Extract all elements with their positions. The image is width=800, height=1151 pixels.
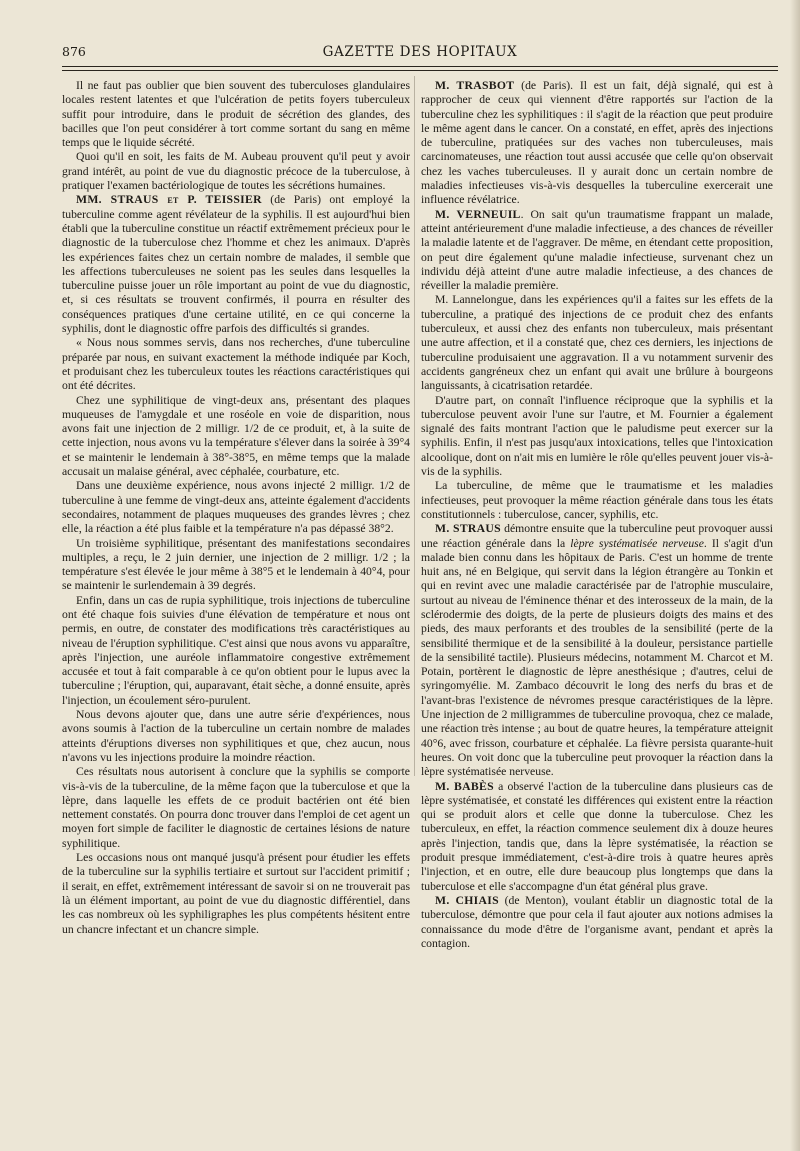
paragraph: Les occasions nous ont manqué jusqu'à présent pour étudier les effets de la tuberculine sur la syphilis tertiaire et surtout sur l'accident primitif ; il serait, en effet, extrêmement intéressant de savoir si on ne trouverait pas là un élément important, au point de vue du diagnostic différentiel, dans les cas nombreux où les syphiligraphes les plus compétents hésitent entre un chancre infectant et un chancre simple.: [62, 851, 410, 936]
column-divider: [414, 76, 415, 776]
paragraph: La tuberculine, de même que le traumatisme et les maladies infectieuses, peut provoquer la même réaction générale dans tous les états constitutionnels : tuberculose, cancer, syphilis, etc.: [421, 479, 773, 521]
speaker-name: MM. STRAUS et P. TEISSIER: [76, 193, 262, 207]
italic-term: lèpre systématisée nerveuse: [570, 536, 704, 550]
paragraph: « Nous nous sommes servis, dans nos recherches, d'une tuberculine préparée par nous, en suivant exactement la méthode indiquée par Koch, et produisant chez les tuberculeux toutes les réactions caractéristiques qui ont été décrites.: [62, 336, 410, 393]
journal-title: GAZETTE DES HOPITAUX: [322, 44, 518, 60]
speaker-name: M. STRAUS: [435, 522, 501, 536]
paragraph: M. BABÈS a observé l'action de la tuberculine dans plusieurs cas de lèpre systématisée, et constaté les différences qui existent entre la réaction qui se produit alors et celle que donne la tuberculose. Chez les tuberculeux, en effet, la réaction commence seulement dix à douze heures après l'injection, tandis que, dans la lèpre systématisée, la réaction se produit presque immédiatement, c'est-à-dire trois à quatre heures après l'injection, et en outre, elle dure beaucoup plus longtemps que dans la tuberculose et elle s'accompagne d'un état général plus grave.: [421, 779, 773, 893]
paragraph: Nous devons ajouter que, dans une autre série d'expériences, nous avons soumis à l'action de la tuberculine un certain nombre de malades atteints d'éruptions diverses non syphilitiques et que, chez aucun, nous n'avons vu les injections produire la moindre réaction.: [62, 708, 410, 764]
paragraph: Dans une deuxième expérience, nous avons injecté 2 milligr. 1/2 de tuberculine à une femme de vingt-deux ans, atteinte également d'accidents secondaires, notamment de plaques muqueuses des grandes lèvres ; chez elle, la réaction a été plus faible et la température n'a pas dépassé 38°2.: [62, 479, 410, 536]
header-rule-thin: [62, 70, 778, 71]
speaker-name: M. VERNEUIL: [435, 207, 521, 221]
paragraph: Quoi qu'il en soit, les faits de M. Aubeau prouvent qu'il peut y avoir grand intérêt, au point de vue du diagnostic précoce de la tuberculose, à pratiquer l'examen bactériologique de toutes les sécrétions humaines.: [62, 150, 410, 193]
page-number: 876: [62, 44, 86, 59]
paragraph: M. CHIAIS (de Menton), voulant établir un diagnostic total de la tuberculose, démontre que pour cela il faut ajouter aux notions admises la connaissance du mode d'être de l'organisme avant, pendant et après la contagion.: [421, 893, 773, 950]
paragraph: MM. STRAUS et P. TEISSIER (de Paris) ont employé la tuberculine comme agent révélateur de la syphilis. Il est aujourd'hui bien établi que la tuberculine constitue un réactif extrêmement précieux pour le diagnostic de la tuberculose chez l'homme et chez les animaux. D'après les expériences faites chez un certain nombre de malades, il semble que les affections tuberculeuses ne soient pas les seules dans lesquelles la tuberculine puisse jouer un rôle important au point de vue du diagnostic, et, si ces résultats se trouvent confirmés, il pourra en résulter des conséquences pratiques d'une certaine utilité, en ce qui concerne la syphilis, dont le diagnostic offre parfois des difficultés si grandes.: [62, 193, 410, 336]
paragraph: M. Lannelongue, dans les expériences qu'il a faites sur les effets de la tuberculine, a pratiqué des injections de ce produit chez des enfants tuberculeux, et aussi chez des enfants non tuberculeux, mais présentant une autre affection, et il a constaté que, chez ces derniers, les injections de tuberculine produisaient une aggravation. Il a vu notamment survenir des accidents gangréneux chez un enfant qui avait une brûlure à bourgeons languissants, à cicatrisation retardée.: [421, 293, 773, 393]
header-rule-thick: [62, 66, 778, 67]
page-edge-shadow: [790, 0, 800, 1151]
paragraph: Il ne faut pas oublier que bien souvent des tuberculoses glandulaires locales restent latentes et que l'ulcération de petits foyers tuberculeux suffit pour introduire, dans le produit de sécrétion des glandes, des bacilles que l'on peut considérer à tort comme sortant du sang en même temps que le liquide sécrété.: [62, 79, 410, 150]
speaker-name: M. TRASBOT: [435, 79, 515, 92]
right-column: [421, 79, 773, 951]
speaker-name: M. BABÈS: [435, 779, 494, 793]
paragraph: D'autre part, on connaît l'influence réciproque que la syphilis et la tuberculose peuvent avoir l'une sur l'autre, et M. Fournier a également signalé des faits montrant l'action que le paludisme peut exercer sur la syphilis. Enfin, il n'est pas jusqu'aux intoxications, telles que l'intoxication alcoolique, dont on n'ait mis en lumière le rôle qu'elles peuvent jouer vis-à-vis de la syphilis.: [421, 393, 773, 479]
paragraph: Enfin, dans un cas de rupia syphilitique, trois injections de tuberculine ont été chaque fois suivies d'une élévation de température et nous ont permis, en outre, de constater des modifications très caractéristiques au niveau de l'éruption syphilitique. C'est ainsi que nous avons vu apparaître, après l'injection, une auréole inflammatoire congestive extrêmement accusée et tout à fait comparable à ce qu'on obtient pour le lupus avec la tuberculine ; l'éruption, qui, auparavant, était sèche, a donné ensuite, après l'injection, un écoulement séro-purulent.: [62, 593, 410, 707]
paragraph: M. VERNEUIL. On sait qu'un traumatisme frappant un malade, atteint antérieurement d'une maladie infectieuse, a des chances de réveiller la maladie latente et de l'aggraver. De même, en étendant cette proposition, on peut dire également qu'une maladie infectieuse, survenant chez un individu déjà atteint d'une autre maladie infectieuse, a des chances de réveiller la maladie première.: [421, 207, 773, 293]
paragraph: Ces résultats nous autorisent à conclure que la syphilis se comporte vis-à-vis de la tuberculine, de la même façon que la tuberculose et que la lèpre, dans laquelle les effets de ce produit bactérien ont été bien nettement constatés. On pourra donc trouver dans l'emploi de cet agent un moyen fort simple de faciliter le diagnostic de certaines lésions de nature syphilitique.: [62, 765, 410, 850]
paragraph: Un troisième syphilitique, présentant des manifestations secondaires multiples, a reçu, le 2 juin dernier, une injection de 2 milligr. 1/2 ; la température s'est élevée le jour même à 38°5 et le lendemain à 40°4, pour se maintenir le surlendemain à 39 degrés.: [62, 536, 410, 593]
left-column: [62, 79, 410, 937]
speaker-name: M. CHIAIS: [435, 893, 499, 907]
paragraph: M. STRAUS démontre ensuite que la tuberculine peut provoquer aussi une réaction générale dans la lèpre systématisée nerveuse. Il s'agit d'un malade bien connu dans les hôpitaux de Paris. C'est un homme de trente huit ans, né en Belgique, qui servit dans la légion étrangère au Tonkin et qui en revint avec une maladie caractérisée par de l'atrophie musculaire, surtout au niveau de l'éminence thénar et des interosseux de la main, de la sclérodermie des doigts, de la perte de plusieurs doigts des mains et des pieds, des maux perforants et des troubles de la sensibilité (perte de la sensibilité thermique et de la sensibilité à la douleur, persistance partielle de la sensibilité tactile). Plusieurs médecins, notamment M. Charcot et M. Potain, portèrent le diagnostic de lèpre anesthésique ; d'autres, celui de syringomyélie. M. Zambaco découvrit le long des nerfs du bras et de l'avant-bras l'existence de névromes presque caractéristiques de la lèpre. Une injection de 2 milligrammes de tuberculine provoqua, chez ce malade, une réaction très intense ; au bout de quatre heures, la température atteignit 40°6, avec frisson, courbature et céphalée. La fièvre persista quarante-huit heures. On voit donc que la tuberculine peut provoquer la réaction dans la lèpre systématisée nerveuse.: [421, 522, 773, 779]
running-head: [62, 44, 778, 64]
paragraph: M. TRASBOT (de Paris). Il est un fait, déjà signalé, qui est à rapprocher de ceux qui viennent d'être rapportés sur l'action de la tuberculine chez les syphilitiques : il s'agit de la réaction que peut produire le même agent dans le cancer. On a constaté, en effet, après des injections de tuberculine, pratiquées sur des vaches non tuberculeuses, mais carcinomateuses, une réaction tout aussi accusée que celle qu'on observait chez les vaches tuberculeuses. Il y aurait donc un certain nombre de maladies infectieuses vis-à-vis desquelles la tuberculine exercerait une influence révélatrice.: [421, 79, 773, 207]
paragraph: Chez une syphilitique de vingt-deux ans, présentant des plaques muqueuses de l'amygdale et une roséole en voie de disparition, nous avons fait une injection de 2 milligr. 1/2 de ce produit, et, à la suite de cette injection, nous avons vu la température s'élever dans la soirée à 39°4 et se maintenir le lendemain à 38°-38°5, en même temps que la malade accusait un malaise général, avec céphalée, courbature, etc.: [62, 393, 410, 479]
